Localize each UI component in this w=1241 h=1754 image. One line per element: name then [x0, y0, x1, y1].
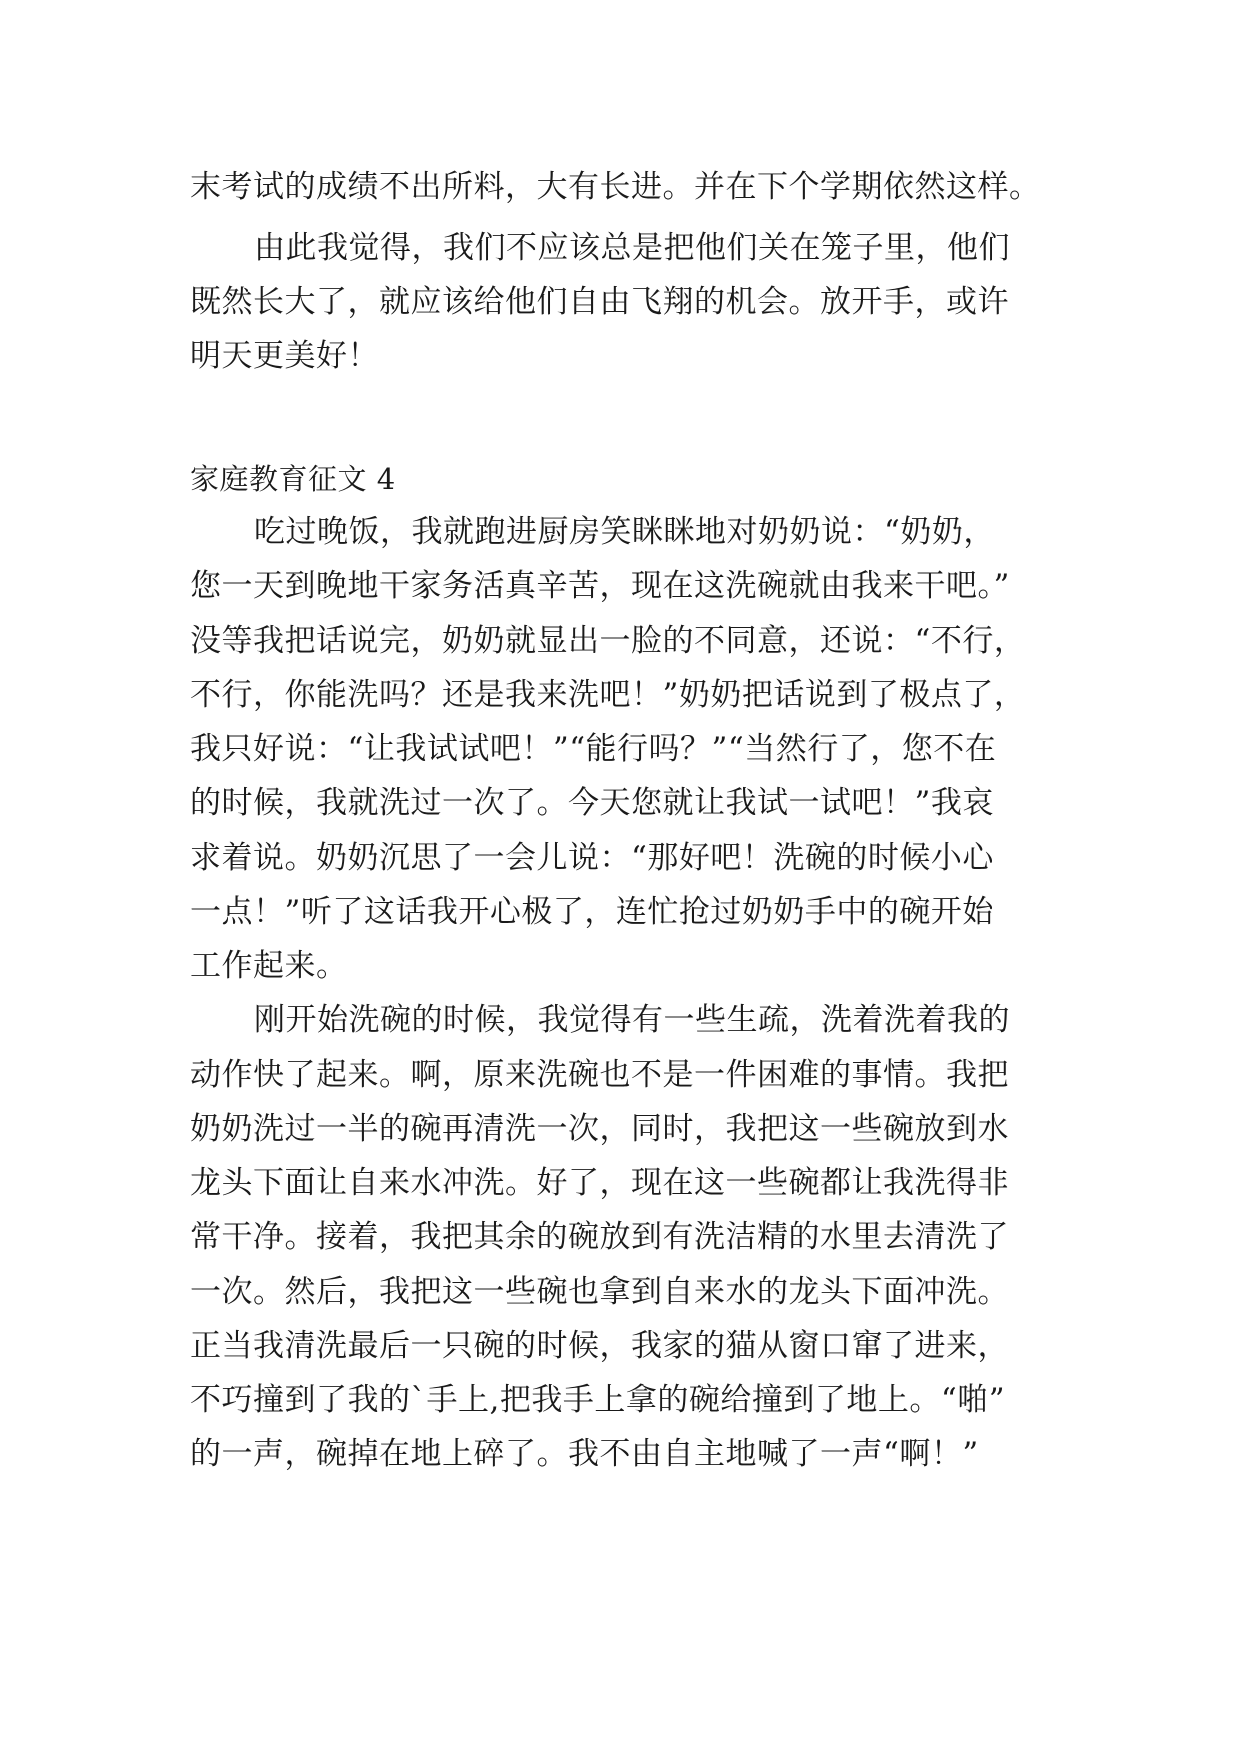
paragraph-line: 的一声，碗掉在地上碎了。我不由自主地喊了一声“啊！” [190, 1436, 979, 1472]
paragraph-line: 刚开始洗碗的时候，我觉得有一些生疏，洗着洗着我的 [254, 1002, 1010, 1038]
paragraph-line: 我只好说：“让我试试吧！”“能行吗？”“当然行了，您不在 [190, 731, 997, 767]
paragraph-line: 您一天到晚地干家务活真辛苦，现在这洗碗就由我来干吧。” [190, 568, 1010, 604]
paragraph-line: 奶奶洗过一半的碗再清洗一次，同时，我把这一些碗放到水 [190, 1111, 1009, 1147]
paragraph-line: 常干净。接着，我把其余的碗放到有洗洁精的水里去清洗了 [190, 1219, 1009, 1255]
paragraph-line: 正当我清洗最后一只碗的时候，我家的猫从窗口窜了进来， [190, 1328, 1009, 1364]
paragraph-line: 不行，你能洗吗？还是我来洗吧！”奶奶把话说到了极点了， [190, 677, 1026, 713]
paragraph-line: 一次。然后，我把这一些碗也拿到自来水的龙头下面冲洗。 [190, 1274, 1009, 1310]
paragraph-line: 没等我把话说完，奶奶就显出一脸的不同意，还说：“不行， [190, 623, 1026, 659]
paragraph-line: 动作快了起来。啊，原来洗碗也不是一件困难的事情。我把 [190, 1057, 1009, 1093]
paragraph-line: 求着说。奶奶沉思了一会儿说：“那好吧！洗碗的时候小心 [190, 840, 994, 876]
paragraph-line: 的时候，我就洗过一次了。今天您就让我试一试吧！”我哀 [190, 785, 994, 821]
paragraph-line: 由此我觉得，我们不应该总是把他们关在笼子里，他们 [254, 230, 1010, 266]
paragraph-line: 吃过晚饭，我就跑进厨房笑眯眯地对奶奶说：“奶奶， [254, 514, 995, 550]
paragraph-line: 末考试的成绩不出所料，大有长进。并在下个学期依然这样。 [190, 169, 1041, 205]
paragraph-line: 不巧撞到了我的`手上,把我手上拿的碗给撞到了地上。“啪” [190, 1382, 1006, 1418]
paragraph-line: 工作起来。 [190, 948, 348, 984]
paragraph-line: 龙头下面让自来水冲洗。好了，现在这一些碗都让我洗得非 [190, 1165, 1009, 1201]
paragraph-line: 一点！”听了这话我开心极了，连忙抢过奶奶手中的碗开始 [190, 894, 994, 930]
paragraph-line: 明天更美好！ [190, 338, 379, 374]
paragraph-line: 既然长大了，就应该给他们自由飞翔的机会。放开手，或许 [190, 284, 1009, 320]
section-heading: 家庭教育征文 4 [190, 462, 396, 496]
